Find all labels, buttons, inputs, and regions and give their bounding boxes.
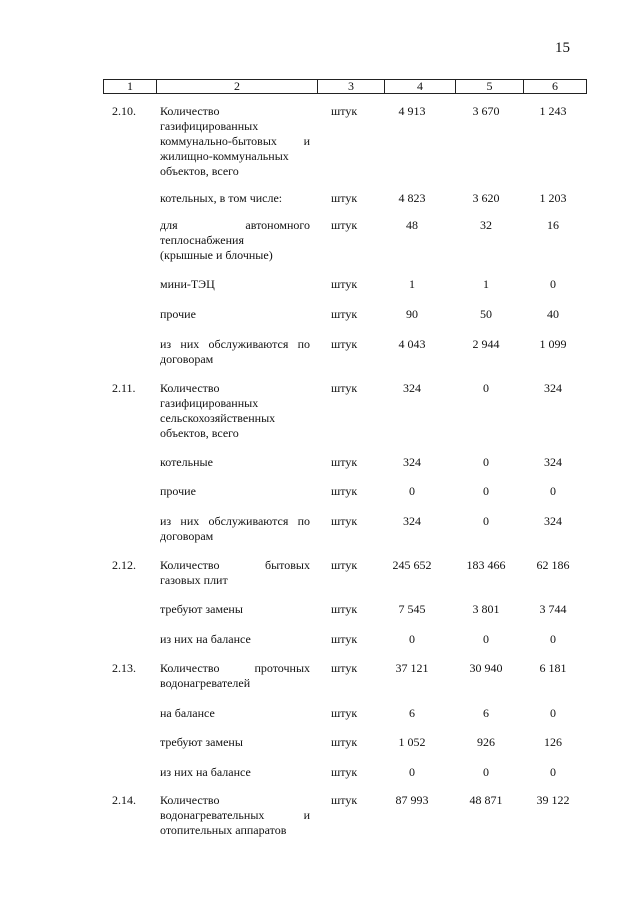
row-value-col4: 0 [409, 765, 415, 779]
row-description: на балансе [160, 706, 215, 720]
row-value-col4: 324 [403, 514, 421, 528]
row-description: Количество бытовых газовых плит [160, 558, 310, 587]
row-description: Количество проточных водонагревателей [160, 661, 310, 690]
row-unit: штук [331, 307, 358, 321]
row-unit: штук [331, 484, 358, 498]
row-description: требуют замены [160, 735, 243, 749]
row-description: Количество газифицированных сельскохозяйственных объектов, всего [160, 381, 276, 440]
row-description: мини-ТЭЦ [160, 277, 215, 291]
row-unit: штук [331, 602, 358, 616]
row-description: Количество газифицированных коммунально-бытовых и жилищно-коммунальных объектов, всего [160, 104, 310, 178]
row-unit: штук [331, 218, 358, 232]
row-unit: штук [331, 765, 358, 779]
row-value-col5: 50 [480, 307, 492, 321]
row-value-col6: 6 181 [539, 661, 567, 675]
row-value-col4: 87 993 [395, 793, 429, 807]
header-col-3: 3 [318, 80, 385, 94]
row-value-col5: 926 [477, 735, 495, 749]
row-unit: штук [331, 793, 358, 807]
row-value-col6: 1 243 [539, 104, 567, 118]
row-value-col4: 90 [406, 307, 418, 321]
row-value-col6: 39 122 [536, 793, 570, 807]
row-value-col5: 0 [483, 765, 489, 779]
row-value-col4: 324 [403, 381, 421, 395]
row-number: 2.13. [112, 661, 136, 675]
row-value-col4: 7 545 [398, 602, 426, 616]
row-value-col4: 4 913 [398, 104, 426, 118]
row-value-col5: 183 466 [466, 558, 506, 572]
row-value-col4: 4 043 [398, 337, 426, 351]
row-value-col5: 0 [483, 455, 489, 469]
row-value-col5: 0 [483, 514, 489, 528]
row-value-col6: 1 203 [539, 191, 567, 205]
row-value-col5: 3 801 [472, 602, 500, 616]
header-col-2: 2 [157, 80, 318, 94]
row-value-col5: 0 [483, 484, 489, 498]
row-description: котельные [160, 455, 213, 469]
row-description: из них на балансе [160, 765, 251, 779]
page-number: 15 [555, 40, 570, 56]
row-value-col5: 32 [480, 218, 492, 232]
row-value-col6: 16 [547, 218, 559, 232]
row-value-col6: 324 [544, 381, 562, 395]
row-value-col6: 3 744 [539, 602, 567, 616]
row-value-col6: 0 [550, 765, 556, 779]
header-col-6: 6 [524, 80, 587, 94]
row-value-col4: 0 [409, 484, 415, 498]
row-value-col4: 4 823 [398, 191, 426, 205]
row-value-col5: 3 620 [472, 191, 500, 205]
row-value-col6: 324 [544, 455, 562, 469]
row-value-col4: 1 [409, 277, 415, 291]
row-value-col6: 126 [544, 735, 562, 749]
row-value-col4: 48 [406, 218, 418, 232]
header-col-5: 5 [456, 80, 524, 94]
row-description: прочие [160, 307, 196, 321]
row-description: из них обслуживаются по договорам [160, 514, 310, 543]
row-number: 2.11. [112, 381, 136, 395]
row-value-col5: 1 [483, 277, 489, 291]
row-value-col5: 0 [483, 381, 489, 395]
row-unit: штук [331, 455, 358, 469]
row-description: из них на балансе [160, 632, 251, 646]
row-unit: штук [331, 104, 358, 118]
row-unit: штук [331, 381, 358, 395]
row-number: 2.14. [112, 793, 136, 807]
row-value-col4: 245 652 [392, 558, 432, 572]
row-value-col5: 2 944 [472, 337, 500, 351]
row-description: для автономного теплоснабжения (крышные и блочные) [160, 218, 310, 262]
row-value-col4: 0 [409, 632, 415, 646]
header-col-4: 4 [385, 80, 456, 94]
row-unit: штук [331, 514, 358, 528]
row-description: требуют замены [160, 602, 243, 616]
row-description: из них обслуживаются по договорам [160, 337, 310, 366]
row-value-col4: 324 [403, 455, 421, 469]
row-unit: штук [331, 558, 358, 572]
row-value-col5: 6 [483, 706, 489, 720]
row-unit: штук [331, 706, 358, 720]
row-value-col4: 1 052 [398, 735, 426, 749]
row-value-col6: 0 [550, 706, 556, 720]
row-unit: штук [331, 191, 358, 205]
row-number: 2.10. [112, 104, 136, 118]
row-value-col6: 1 099 [539, 337, 567, 351]
row-value-col4: 37 121 [395, 661, 429, 675]
row-value-col6: 324 [544, 514, 562, 528]
row-description: Количество водонагревательных и отопительных аппаратов [160, 793, 310, 837]
row-value-col5: 30 940 [469, 661, 503, 675]
row-description: котельных, в том числе: [160, 191, 283, 205]
row-value-col5: 48 871 [469, 793, 503, 807]
row-value-col5: 0 [483, 632, 489, 646]
row-unit: штук [331, 735, 358, 749]
row-number: 2.12. [112, 558, 136, 572]
row-value-col6: 0 [550, 277, 556, 291]
row-unit: штук [331, 632, 358, 646]
row-value-col6: 62 186 [536, 558, 570, 572]
row-unit: штук [331, 661, 358, 675]
row-value-col6: 0 [550, 632, 556, 646]
row-value-col4: 6 [409, 706, 415, 720]
row-description: прочие [160, 484, 196, 498]
row-unit: штук [331, 277, 358, 291]
row-value-col5: 3 670 [472, 104, 500, 118]
row-value-col6: 40 [547, 307, 559, 321]
header-col-1: 1 [104, 80, 157, 94]
column-number-header [103, 79, 587, 94]
row-value-col6: 0 [550, 484, 556, 498]
row-unit: штук [331, 337, 358, 351]
